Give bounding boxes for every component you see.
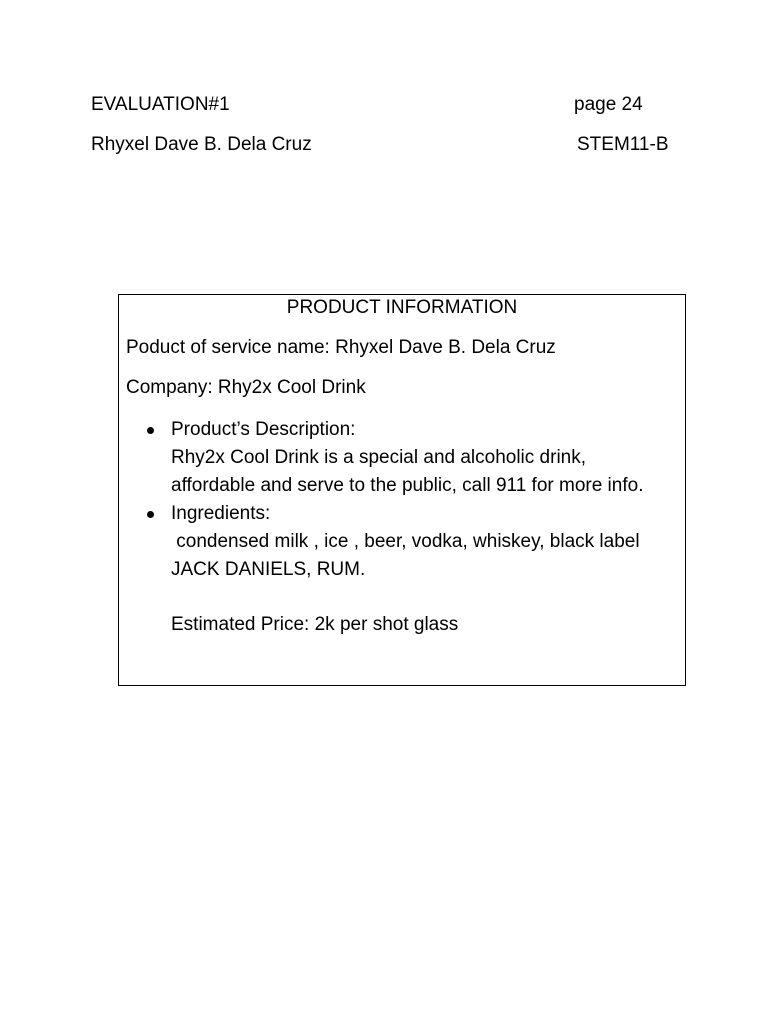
evaluation-label: EVALUATION#1 — [91, 94, 230, 115]
ingredients-line: JACK DANIELS, RUM. — [171, 559, 366, 580]
box-title: PRODUCT INFORMATION — [286, 297, 518, 318]
description-line: Rhy2x Cool Drink is a special and alcoholic drink, — [171, 447, 587, 468]
description-line: affordable and serve to the public, call 911 for more info. — [171, 475, 644, 496]
section-label: STEM11-B — [577, 134, 669, 155]
product-name-line: Poduct of service name: Rhyxel Dave B. Dela Cruz — [126, 337, 556, 358]
bullet-icon — [147, 511, 154, 518]
bullet-icon — [147, 427, 154, 434]
ingredients-line: condensed milk , ice , beer, vodka, whiskey, black label — [171, 531, 640, 552]
company-line: Company: Rhy2x Cool Drink — [126, 377, 366, 398]
estimated-price: Estimated Price: 2k per shot glass — [171, 614, 459, 635]
page-number: page 24 — [574, 94, 643, 115]
product-information-box — [118, 294, 686, 686]
ingredients-heading: Ingredients: — [171, 503, 271, 524]
author-name: Rhyxel Dave B. Dela Cruz — [91, 134, 312, 155]
description-heading: Product’s Description: — [171, 419, 356, 440]
